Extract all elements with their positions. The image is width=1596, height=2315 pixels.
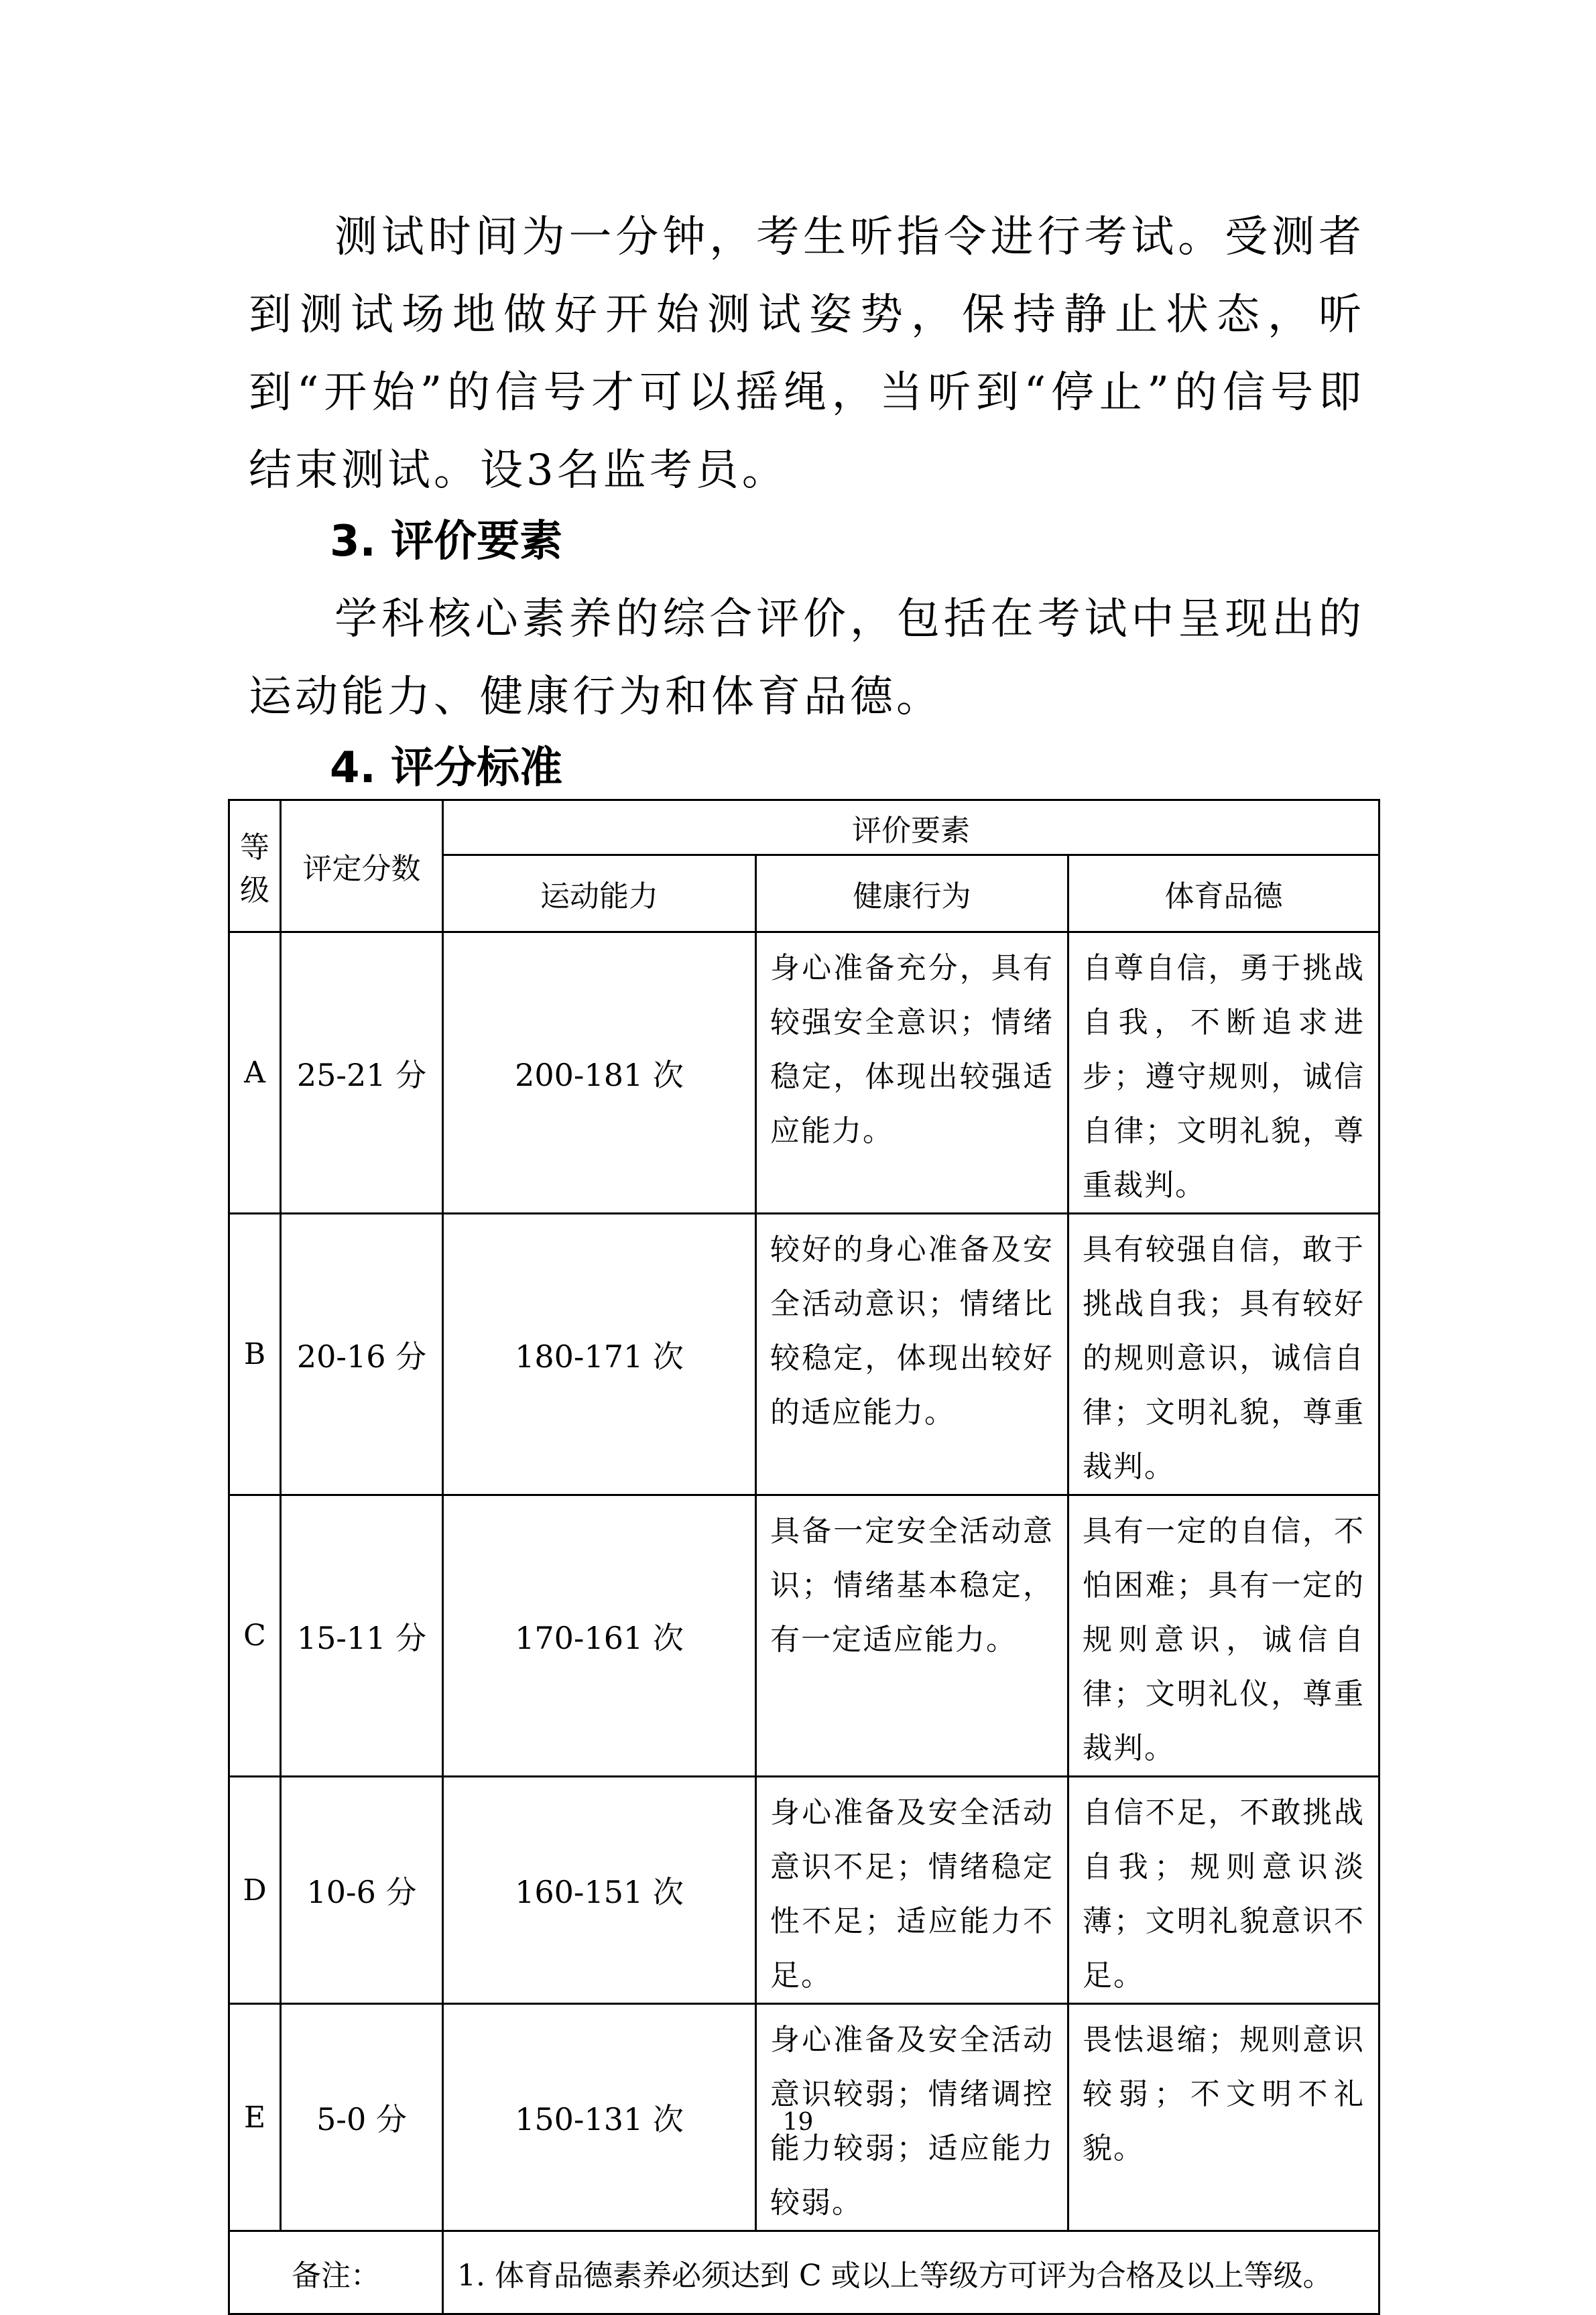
level-cell: C bbox=[229, 1495, 281, 1777]
motor-cell: 170-161 次 bbox=[443, 1495, 756, 1777]
table-row bbox=[229, 1777, 1379, 2004]
level-cell: A bbox=[229, 932, 281, 1214]
ethics-cell: 畏怯退缩；规则意识较弱；不文明不礼貌。 bbox=[1068, 2004, 1379, 2231]
score-cell: 10-6 分 bbox=[281, 1777, 443, 2004]
table-row bbox=[229, 932, 1379, 1214]
ethics-cell: 自信不足，不敢挑战自我；规则意识淡薄；文明礼貌意识不足。 bbox=[1068, 1777, 1379, 2004]
header-level: 等级 bbox=[229, 800, 281, 932]
ethics-cell: 具有一定的自信，不怕困难；具有一定的规则意识，诚信自律；文明礼仪，尊重裁判。 bbox=[1068, 1495, 1379, 1777]
note-text: 1. 体育品德素养必须达到 C 或以上等级方可评为合格及以上等级。 bbox=[443, 2231, 1379, 2314]
level-cell: D bbox=[229, 1777, 281, 2004]
score-cell: 20-16 分 bbox=[281, 1214, 443, 1495]
table-row bbox=[229, 1214, 1379, 1495]
note-row bbox=[229, 2231, 1379, 2314]
note-label: 备注： bbox=[229, 2231, 443, 2314]
motor-cell: 180-171 次 bbox=[443, 1214, 756, 1495]
table-row bbox=[229, 1495, 1379, 1777]
header-evaluation-elements: 评价要素 bbox=[443, 800, 1379, 855]
header-score: 评定分数 bbox=[281, 800, 443, 932]
test-procedure-paragraph: 测试时间为一分钟，考生听指令进行考试。受测者到测试场地做好开始测试姿势，保持静止状态，听到“开始”的信号才可以摇绳，当听到“停止”的信号即结束测试。设3名监考员。 bbox=[249, 212, 1365, 495]
health-cell: 较好的身心准备及安全活动意识；情绪比较稳定，体现出较好的适应能力。 bbox=[756, 1214, 1068, 1495]
scoring-table bbox=[228, 799, 1380, 2315]
header-sports-ethics: 体育品德 bbox=[1068, 855, 1379, 932]
header-health-behavior: 健康行为 bbox=[756, 855, 1068, 932]
motor-cell: 200-181 次 bbox=[443, 932, 756, 1214]
ethics-cell: 自尊自信，勇于挑战自我，不断追求进步；遵守规则，诚信自律；文明礼貌，尊重裁判。 bbox=[1068, 932, 1379, 1214]
score-cell: 5-0 分 bbox=[281, 2004, 443, 2231]
level-cell: E bbox=[229, 2004, 281, 2231]
page-number: 19 bbox=[782, 2109, 814, 2136]
score-cell: 15-11 分 bbox=[281, 1495, 443, 1777]
section-heading-scoring-standard: 4. 评分标准 bbox=[330, 743, 563, 793]
health-cell: 身心准备充分，具有较强安全意识；情绪稳定，体现出较强适应能力。 bbox=[756, 932, 1068, 1214]
health-cell: 身心准备及安全活动意识不足；情绪稳定性不足；适应能力不足。 bbox=[756, 1777, 1068, 2004]
motor-cell: 160-151 次 bbox=[443, 1777, 756, 2004]
section-heading-evaluation-elements: 3. 评价要素 bbox=[330, 517, 563, 566]
level-cell: B bbox=[229, 1214, 281, 1495]
header-motor-ability: 运动能力 bbox=[443, 855, 756, 932]
score-cell: 25-21 分 bbox=[281, 932, 443, 1214]
ethics-cell: 具有较强自信，敢于挑战自我；具有较好的规则意识，诚信自律；文明礼貌，尊重裁判。 bbox=[1068, 1214, 1379, 1495]
health-cell: 身心准备及安全活动意识较弱；情绪调控能力较弱；适应能力较弱。 bbox=[756, 2004, 1068, 2231]
motor-cell: 150-131 次 bbox=[443, 2004, 756, 2231]
health-cell: 具备一定安全活动意识；情绪基本稳定，有一定适应能力。 bbox=[756, 1495, 1068, 1777]
evaluation-elements-paragraph: 学科核心素养的综合评价，包括在考试中呈现出的运动能力、健康行为和体育品德。 bbox=[249, 595, 1365, 722]
